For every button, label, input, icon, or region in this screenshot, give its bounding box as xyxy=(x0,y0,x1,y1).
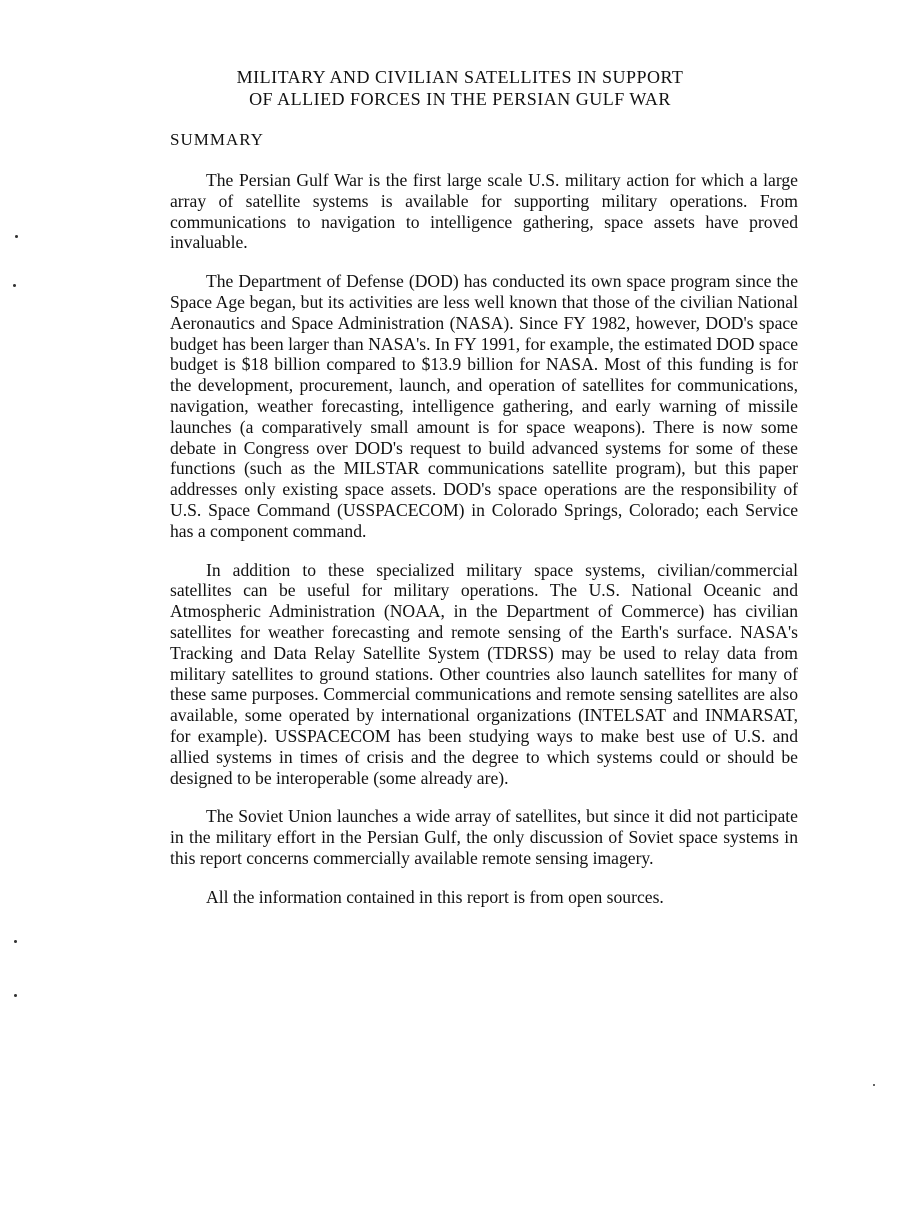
scan-speck xyxy=(13,284,16,287)
paragraph-1: The Persian Gulf War is the first large scale U.S. military action for which a large array of satellite systems is available for supporting military operations. From communications to navigation to intelligence gathering, space assets have proved invaluable. xyxy=(170,170,798,253)
paragraph-4: The Soviet Union launches a wide array of satellites, but since it did not participate in the military effort in the Persian Gulf, the only discussion of Soviet space systems in this report concerns commercially available remote sensing imagery. xyxy=(170,806,798,868)
scan-speck xyxy=(873,1084,875,1086)
scan-speck xyxy=(14,994,17,997)
title-line-2: OF ALLIED FORCES IN THE PERSIAN GULF WAR xyxy=(249,89,671,109)
scan-speck xyxy=(15,235,18,238)
document-body xyxy=(170,170,798,926)
title-line-1: MILITARY AND CIVILIAN SATELLITES IN SUPPORT xyxy=(236,67,684,87)
paragraph-5: All the information contained in this report is from open sources. xyxy=(206,886,664,907)
paragraph-2: The Department of Defense (DOD) has conducted its own space program since the Space Age began, but its activities are less well known that those of the civilian National Aeronautics and Space Administration (NASA). Since FY 1982, however, DOD's space budget has been larger than NASA's. In FY 1991, for example, the estimated DOD space budget is $18 billion compared to $13.9 billion for NASA. Most of this funding is for the development, procurement, launch, and operation of satellites for communications, navigation, weather forecasting, intelligence gathering, and early warning of missile launches (a comparatively small amount is for space weapons). There is now some debate in Congress over DOD's request to build advanced systems for some of these functions (such as the MILSTAR communications satellite program), but this paper addresses only existing space assets. DOD's space operations are the responsibility of U.S. Space Command (USSPACECOM) in Colorado Springs, Colorado; each Service has a component command. xyxy=(170,271,798,541)
scan-speck xyxy=(14,940,17,943)
section-heading: SUMMARY xyxy=(170,130,264,149)
paragraph-3: In addition to these specialized military space systems, civilian/commercial satellites can be useful for military operations. The U.S. National Oceanic and Atmospheric Administration (NOAA, in the Department of Commerce) has civilian satellites for weather forecasting and remote sensing of the Earth's surface. NASA's Tracking and Data Relay Satellite System (TDRSS) may be used to relay data from military satellites to ground stations. Other countries also launch satellites for many of these same purposes. Commercial communications and remote sensing satellites are also available, some operated by international organizations (INTELSAT and INMARSAT, for example). USSPACECOM has been studying ways to make best use of U.S. and allied systems in times of crisis and the degree to which systems could or should be designed to be interoperable (some already are). xyxy=(170,559,798,788)
document-title xyxy=(0,66,920,110)
